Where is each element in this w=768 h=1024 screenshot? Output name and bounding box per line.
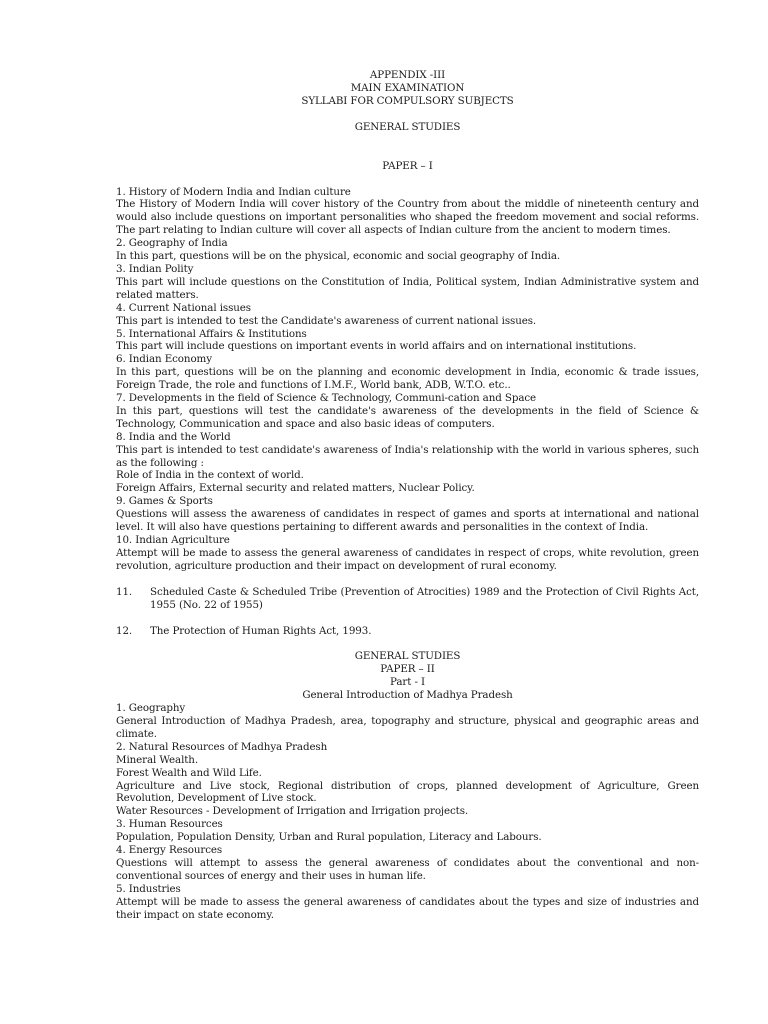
part-title-heading: General Introduction of Madhya Pradesh	[302, 689, 513, 702]
section-item: Mineral Wealth.	[116, 753, 199, 766]
section-body: Attempt will be made to assess the general awareness of candidates in respect of crops, white revolution, green revolution, agriculture production and their impact on development of rural economy.	[116, 546, 699, 572]
section-body: General Introduction of Madhya Pradesh, area, topography and structure, physical and geographic areas and climate.	[116, 714, 699, 740]
section-item: Agriculture and Live stock, Regional distribution of crops, planned development of Agriculture, Green Revolution, Development of Live stock.	[116, 779, 699, 805]
syllabus-document	[116, 69, 699, 921]
section-body: This part is intended to test candidate's awareness of India's relationship with the world in various spheres, such as the following :	[116, 443, 699, 469]
section-body: In this part, questions will be on the planning and economic development in India, economic & trade issues, Foreign Trade, the role and functions of I.M.F., World bank, ADB, W.T.O. etc..	[116, 366, 699, 392]
section-title: 2. Geography of India	[116, 237, 228, 250]
section-title: 5. Industries	[116, 882, 181, 895]
section-title: 4. Energy Resources	[116, 844, 223, 857]
section-title: 3. Human Resources	[116, 818, 223, 831]
section-body: This part will include questions on important events in world affairs and on international institutions.	[116, 340, 637, 353]
subject-heading: GENERAL STUDIES	[354, 120, 461, 133]
paper2-subject-heading: GENERAL STUDIES	[354, 650, 461, 663]
syllabi-heading: SYLLABI FOR COMPULSORY SUBJECTS	[301, 94, 514, 107]
numbered-item	[116, 586, 699, 612]
section-body: Population, Population Density, Urban and Rural population, Literacy and Labours.	[116, 831, 542, 844]
item-number: 12.	[116, 624, 133, 637]
appendix-heading: APPENDIX -III	[369, 69, 446, 81]
paper-heading: PAPER – I	[382, 159, 433, 172]
item-number: 11.	[116, 585, 133, 598]
item-text: The Protection of Human Rights Act, 1993.	[150, 624, 372, 637]
section-title: 8. India and the World	[116, 430, 231, 443]
section-title: 2. Natural Resources of Madhya Pradesh	[116, 740, 328, 753]
section-title: 1. Geography	[116, 702, 186, 715]
item-text: Scheduled Caste & Scheduled Tribe (Prevention of Atrocities) 1989 and the Protection of Civil Rights Act, 1955 (No. 22 of 1955)	[150, 585, 699, 611]
section-title: 5. International Affairs & Institutions	[116, 327, 307, 340]
paper2-heading: PAPER – II	[380, 663, 435, 676]
section-body: In this part, questions will be on the physical, economic and social geography of India.	[116, 250, 561, 263]
section-title: 10. Indian Agriculture	[116, 534, 230, 546]
section-item: Water Resources - Development of Irrigation and Irrigation projects.	[116, 805, 469, 818]
section-body: Questions will attempt to assess the general awareness of condidates about the conventional and non-conventional sources of energy and their uses in human life.	[116, 856, 699, 882]
section-title: 6. Indian Economy	[116, 353, 212, 366]
section-body: This part is intended to test the Candidate's awareness of current national issues.	[116, 314, 537, 327]
section-body: The History of Modern India will cover history of the Country from about the middle of nineteenth century and would also include questions on important personalities who shaped the freedom movement and social reforms. The part relating to Indian culture will cover all aspects of Indian culture from the ancient to modern times.	[116, 198, 699, 237]
numbered-item	[116, 625, 699, 638]
section-body: This part will include questions on the Constitution of India, Political system, Indian Administrative system and related matters.	[116, 275, 699, 301]
section-title: 1. History of Modern India and Indian culture	[116, 185, 351, 198]
section-title: 9. Games & Sports	[116, 495, 213, 508]
section-title: 3. Indian Polity	[116, 262, 194, 275]
section-title: 7. Developments in the field of Science & Technology, Communi-cation and Space	[116, 392, 537, 405]
section-body: Attempt will be made to assess the general awareness of candidates about the types and size of industries and their impact on state economy.	[116, 895, 699, 921]
section-body: In this part, questions will test the candidate's awareness of the developments in the field of Science & Technology, Communication and space and also basic ideas of computers.	[116, 404, 699, 430]
section-item: Role of India in the context of world.	[116, 469, 304, 482]
section-item: Forest Wealth and Wild Life.	[116, 766, 262, 779]
part-heading: Part - I	[390, 676, 425, 689]
section-title: 4. Current National issues	[116, 301, 251, 314]
section-body: Questions will assess the awareness of candidates in respect of games and sports at international and national level. It will also have questions pertaining to different awards and personalities in the context of India.	[116, 508, 699, 534]
exam-heading: MAIN EXAMINATION	[350, 81, 465, 94]
section-item: Foreign Affairs, External security and related matters, Nuclear Policy.	[116, 482, 475, 495]
